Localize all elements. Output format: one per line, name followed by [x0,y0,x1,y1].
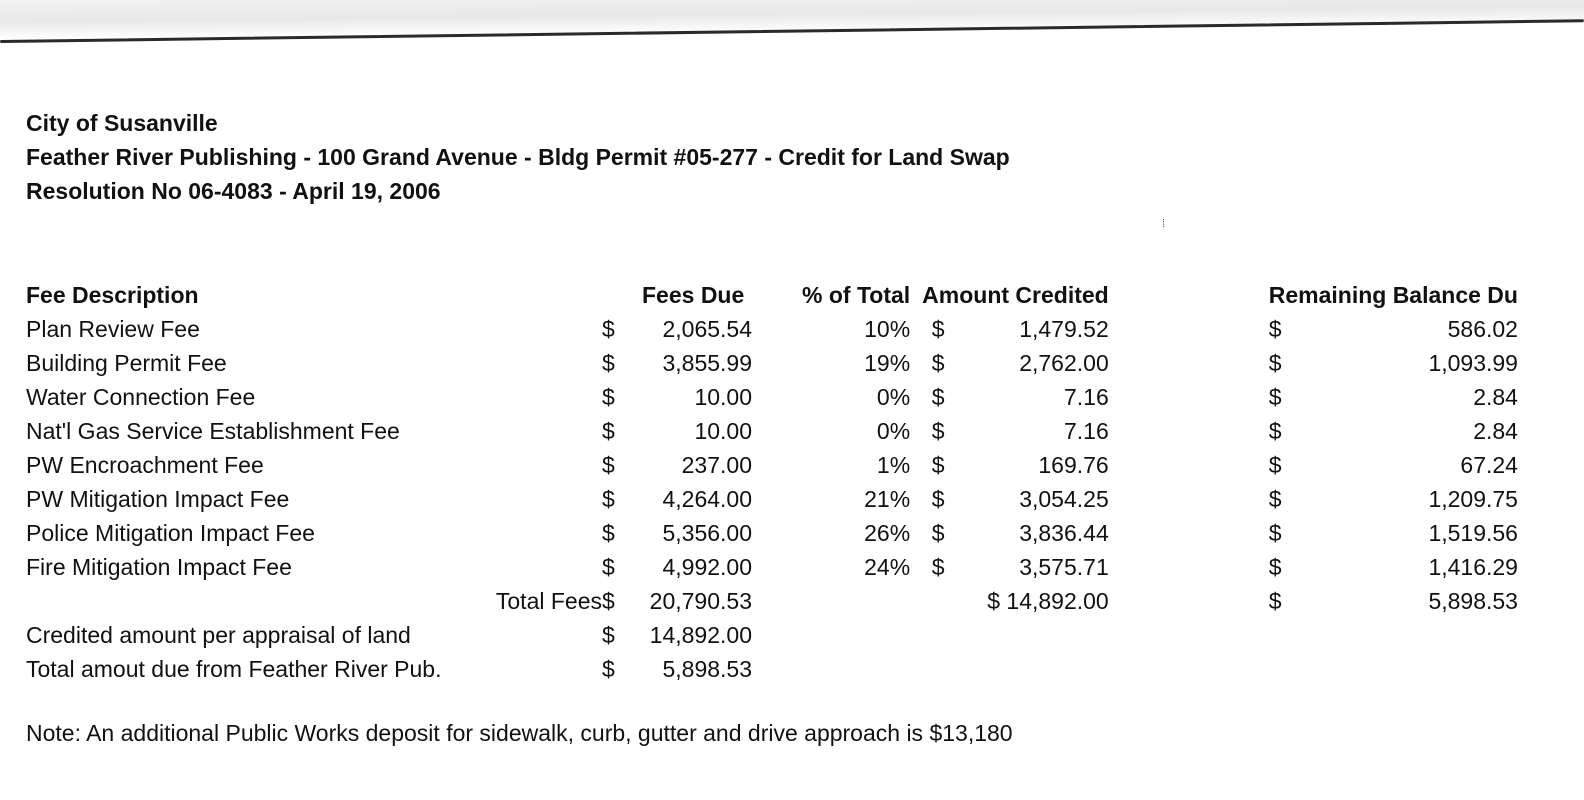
fees-due-amount: 4,264.00 [662,485,752,512]
currency-sign: $ [602,417,615,444]
credited-amount: 7.16 [1063,383,1109,410]
currency-sign: $ [1268,315,1282,342]
currency-sign: $ [931,519,945,546]
currency-sign: $ [602,383,615,410]
currency-sign: $ [602,451,615,478]
remaining-amount: 1,519.56 [1428,519,1518,546]
fee-description: Police Mitigation Impact Fee [26,519,315,546]
fee-description: Building Permit Fee [26,349,227,376]
spacer [752,584,802,618]
spacer [752,482,802,516]
table-row [26,380,1518,414]
fees-due-amount: 5,356.00 [662,519,752,546]
fees-due-amount: 10.00 [694,383,752,410]
total-remaining-amount: 5,898.53 [1428,587,1518,614]
pct-of-total: 0% [876,383,911,410]
credited-amount: 7.16 [1063,417,1109,444]
fee-description: Nat'l Gas Service Establishment Fee [26,417,400,444]
credited-amount: 169.76 [1038,451,1109,478]
amount-due: 5,898.53 [662,655,752,682]
pct-of-total: 21% [864,485,911,512]
spacer [1109,584,1269,618]
currency-sign: $ [1268,349,1282,376]
credited-label: Credited amount per appraisal of land [26,621,411,648]
pct-of-total: 19% [864,349,911,376]
fee-description: PW Encroachment Fee [26,451,264,478]
spacer [1109,312,1269,346]
spacer [1109,482,1269,516]
spacer [1109,550,1269,584]
spacer [752,516,802,550]
fees-due-amount: 3,855.99 [662,349,752,376]
currency-sign: $ [602,587,615,614]
spacer [752,618,1518,652]
currency-sign: $ [602,349,615,376]
currency-sign: $ [931,417,945,444]
pct-of-total: 1% [876,451,911,478]
amount-due-row [26,652,1518,686]
remaining-amount: 2.84 [1473,383,1518,410]
remaining-amount: 1,209.75 [1428,485,1518,512]
total-fees-row [26,584,1518,618]
remaining-amount: 67.24 [1460,451,1518,478]
credited-amount: 3,575.71 [1019,553,1109,580]
fee-table [26,278,1518,686]
currency-sign: $ [931,315,945,342]
scan-shadow [0,0,1584,40]
remaining-amount: 586.02 [1447,315,1518,342]
spacer [1109,516,1269,550]
currency-sign: $ [602,621,615,648]
currency-sign: $ [931,485,945,512]
col-spacer-2 [1109,278,1269,312]
document-header [26,106,1010,208]
currency-sign: $ [1268,383,1282,410]
table-row [26,516,1518,550]
col-amount-credited: Amount Credited [922,281,1109,308]
fees-due-amount: 237.00 [681,451,752,478]
spacer [752,312,802,346]
table-row [26,414,1518,448]
credited-amount: 1,479.52 [1019,315,1109,342]
table-header-row [26,278,1518,312]
project-title: Feather River Publishing - 100 Grand Avenue - Bldg Permit #05-277 - Credit for Land Swap [26,144,1010,170]
scan-speck: ⁞ [1162,218,1166,230]
fee-description: Plan Review Fee [26,315,200,342]
total-fees-label: Total Fees [495,587,602,614]
total-fees-amount: 20,790.53 [649,587,752,614]
col-fee-description: Fee Description [26,281,199,308]
table-row [26,482,1518,516]
fee-rows [26,312,1518,584]
spacer [1109,346,1269,380]
spacer [752,414,802,448]
credited-amount: 3,836.44 [1019,519,1109,546]
spacer [752,652,1518,686]
pct-of-total: 26% [864,519,911,546]
remaining-amount: 1,093.99 [1428,349,1518,376]
credited-amount: 3,054.25 [1019,485,1109,512]
pct-of-total: 24% [864,553,911,580]
currency-sign: $ [1268,451,1282,478]
credited-amount: 2,762.00 [1019,349,1109,376]
total-credited-amount: $ 14,892.00 [987,587,1109,614]
fee-description: Water Connection Fee [26,383,256,410]
currency-sign: $ [931,349,945,376]
summary-rows [26,584,1518,686]
col-fees-due: Fees Due [642,281,745,308]
city-name: City of Susanville [26,110,218,136]
spacer [802,584,910,618]
table-row [26,550,1518,584]
currency-sign: $ [1268,485,1282,512]
currency-sign: $ [602,485,615,512]
spacer [1109,380,1269,414]
fees-due-amount: 2,065.54 [662,315,752,342]
deposit-note: Note: An additional Public Works deposit for sidewalk, curb, gutter and drive approach is $13,180 [26,720,1013,746]
table-row [26,448,1518,482]
credited-amount: 14,892.00 [649,621,752,648]
fees-due-amount: 4,992.00 [662,553,752,580]
table-row [26,312,1518,346]
currency-sign: $ [931,451,945,478]
currency-sign: $ [931,383,945,410]
col-spacer [752,278,802,312]
col-pct-total: % of Total [802,281,911,308]
spacer [752,550,802,584]
spacer [752,448,802,482]
currency-sign: $ [931,553,945,580]
currency-sign: $ [1268,553,1282,580]
fees-due-amount: 10.00 [694,417,752,444]
currency-sign: $ [602,315,615,342]
spacer [752,346,802,380]
amount-due-label: Total amout due from Feather River Pub. [26,655,442,682]
currency-sign: $ [1268,417,1282,444]
remaining-amount: 2.84 [1473,417,1518,444]
spacer [1109,414,1269,448]
col-remaining-balance: Remaining Balance Du [1268,281,1518,308]
currency-sign: $ [602,553,615,580]
resolution-line: Resolution No 06-4083 - April 19, 2006 [26,178,441,204]
currency-sign: $ [602,655,615,682]
currency-sign: $ [1268,587,1282,614]
pct-of-total: 10% [864,315,911,342]
fee-description: Fire Mitigation Impact Fee [26,553,292,580]
table-row [26,346,1518,380]
col-fees-currency [602,278,642,312]
spacer [1109,448,1269,482]
fee-description: PW Mitigation Impact Fee [26,485,290,512]
remaining-amount: 1,416.29 [1428,553,1518,580]
spacer [752,380,802,414]
currency-sign: $ [602,519,615,546]
credited-row [26,618,1518,652]
pct-of-total: 0% [876,417,911,444]
currency-sign: $ [1268,519,1282,546]
